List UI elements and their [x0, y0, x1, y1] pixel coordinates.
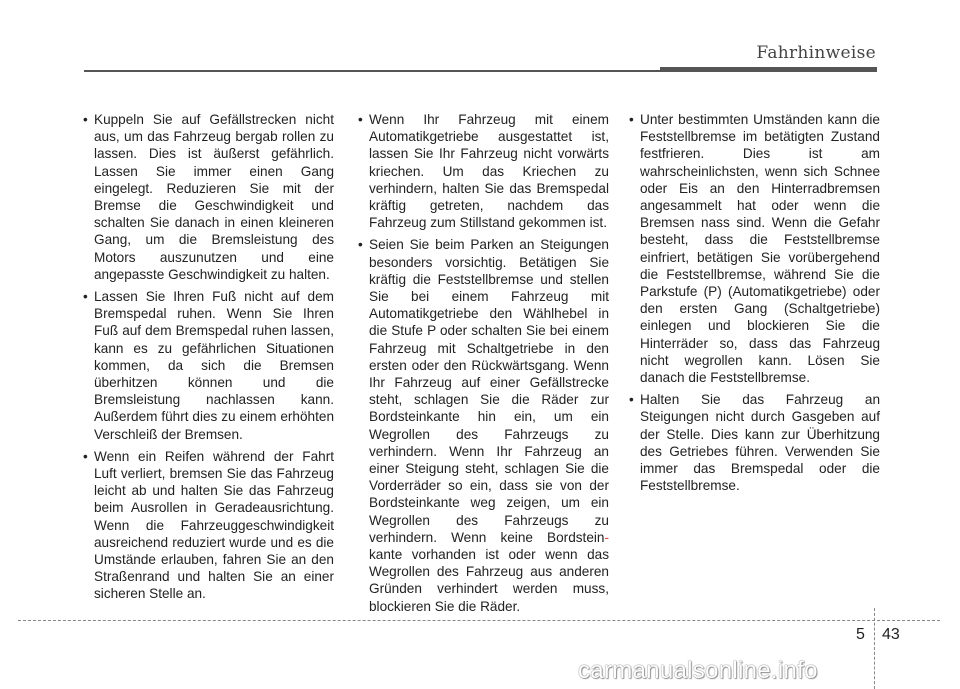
- bullet-item: • Halten Sie das Fahrzeug an Steigungen nicht durch Gasgeben auf der Stelle. Dies kann zur Überhitzung des Getriebes führen. Verwenden Sie immer das Bremspedal oder die Feststellbremse.: [628, 391, 880, 494]
- watermark-link[interactable]: carmanualsonline.info: [578, 657, 818, 684]
- text-column-3: [628, 111, 880, 499]
- header-rule-accent: [660, 67, 877, 72]
- footer-rule: [18, 620, 940, 621]
- section-title: Fahrhinweise: [756, 43, 876, 63]
- text-column-2: [357, 111, 609, 620]
- footer-divider: [874, 608, 875, 689]
- chapter-number: 5: [856, 626, 865, 643]
- bullet-item: • Wenn ein Reifen während der Fahrt Luft verliert, bremsen Sie das Fahrzeug leicht ab und halten Sie das Fahrzeug beim Ausrollen in Geradeausrichtung. Wenn die Fahrzeuggeschwindigkeit ausreichend reduziert wurde und es die Umstände erlauben, fahren Sie an den Straßenrand und halten Sie an einer sicheren Stelle an.: [82, 448, 334, 603]
- bullet-item: • Wenn Ihr Fahrzeug mit einem Automatikgetriebe ausgestattet ist, lassen Sie Ihr Fahrzeug nicht vorwärts kriechen. Um das Kriechen zu verhindern, halten Sie das Bremspedal kräftig getreten, nachdem das Fahrzeug zum Stillstand gekommen ist.: [357, 111, 609, 231]
- bullet-item: • Unter bestimmten Umständen kann die Feststellbremse im betätigten Zustand festfrieren. Dies ist am wahrscheinlichsten, wenn sich Schnee oder Eis an den Hinterradbremsen angesammelt hat oder wenn die Bremsen nass sind. Wenn die Gefahr besteht, dass die Feststellbremse einfriert, betätigen Sie vorübergehend die Feststellbremse, während Sie die Parkstufe (P) (Automatikgetriebe) oder den ersten Gang (Schaltgetriebe) einlegen und blockieren Sie die Hinterräder so, dass das Fahrzeug nicht wegrollen kann. Lösen Sie danach die Feststellbremse.: [628, 111, 880, 386]
- bullet-item: [357, 236, 609, 614]
- text-column-1: [82, 111, 334, 608]
- bullet-item: • Kuppeln Sie auf Gefällstrecken nicht aus, um das Fahrzeug bergab rollen zu lassen. Dies ist äußerst gefährlich. Lassen Sie immer einen Gang eingelegt. Reduzieren Sie mit der Bremse die Geschwindigkeit und schalten Sie danach in einen kleineren Gang, um die Bremsleistung des Motors auszunutzen und eine angepasste Geschwindigkeit zu halten.: [82, 111, 334, 283]
- bullet-text-part: Seien Sie beim Parken an Steigungen besonders vorsichtig. Betätigen Sie kräftig die Feststellbremse und stellen Sie bei einem Fahrzeug mit Automatikgetriebe den Wählhebel in die Stufe P oder schalten Sie bei einem Fahrzeug mit Schaltgetriebe in den ersten oder den Rückwärtsgang. Wenn Ihr Fahrzeug auf einer Gefällstrecke steht, schlagen Sie die Räder zur Bordsteinkante hin ein, um ein Wegrollen des Fahrzeugs zu verhindern. Wenn Ihr Fahrzeug an einer Steigung steht, schlagen Sie die Vorderräder so ein, dass sie von der Bordsteinkante weg zeigen, um ein Wegrollen des Fahrzeugs zu verhindern. Wenn keine Bordstein: [369, 237, 609, 545]
- hyphen-mark: -: [604, 529, 609, 545]
- page-number: 43: [882, 626, 900, 643]
- bullet-text-part: kante vorhanden ist oder wenn das Wegrollen des Fahrzeug aus anderen Gründen verhindert werden muss, blockieren Sie die Räder.: [369, 547, 609, 614]
- bullet-item: • Lassen Sie Ihren Fuß nicht auf dem Bremspedal ruhen. Wenn Sie Ihren Fuß auf dem Bremspedal ruhen lassen, kann es zu gefährlichen Situationen kommen, da sich die Bremsen überhitzen können und die Bremsleistung nachlassen kann. Außerdem führt dies zu einem erhöhten Verschleiß der Bremsen.: [82, 288, 334, 443]
- header-rule: [84, 70, 660, 72]
